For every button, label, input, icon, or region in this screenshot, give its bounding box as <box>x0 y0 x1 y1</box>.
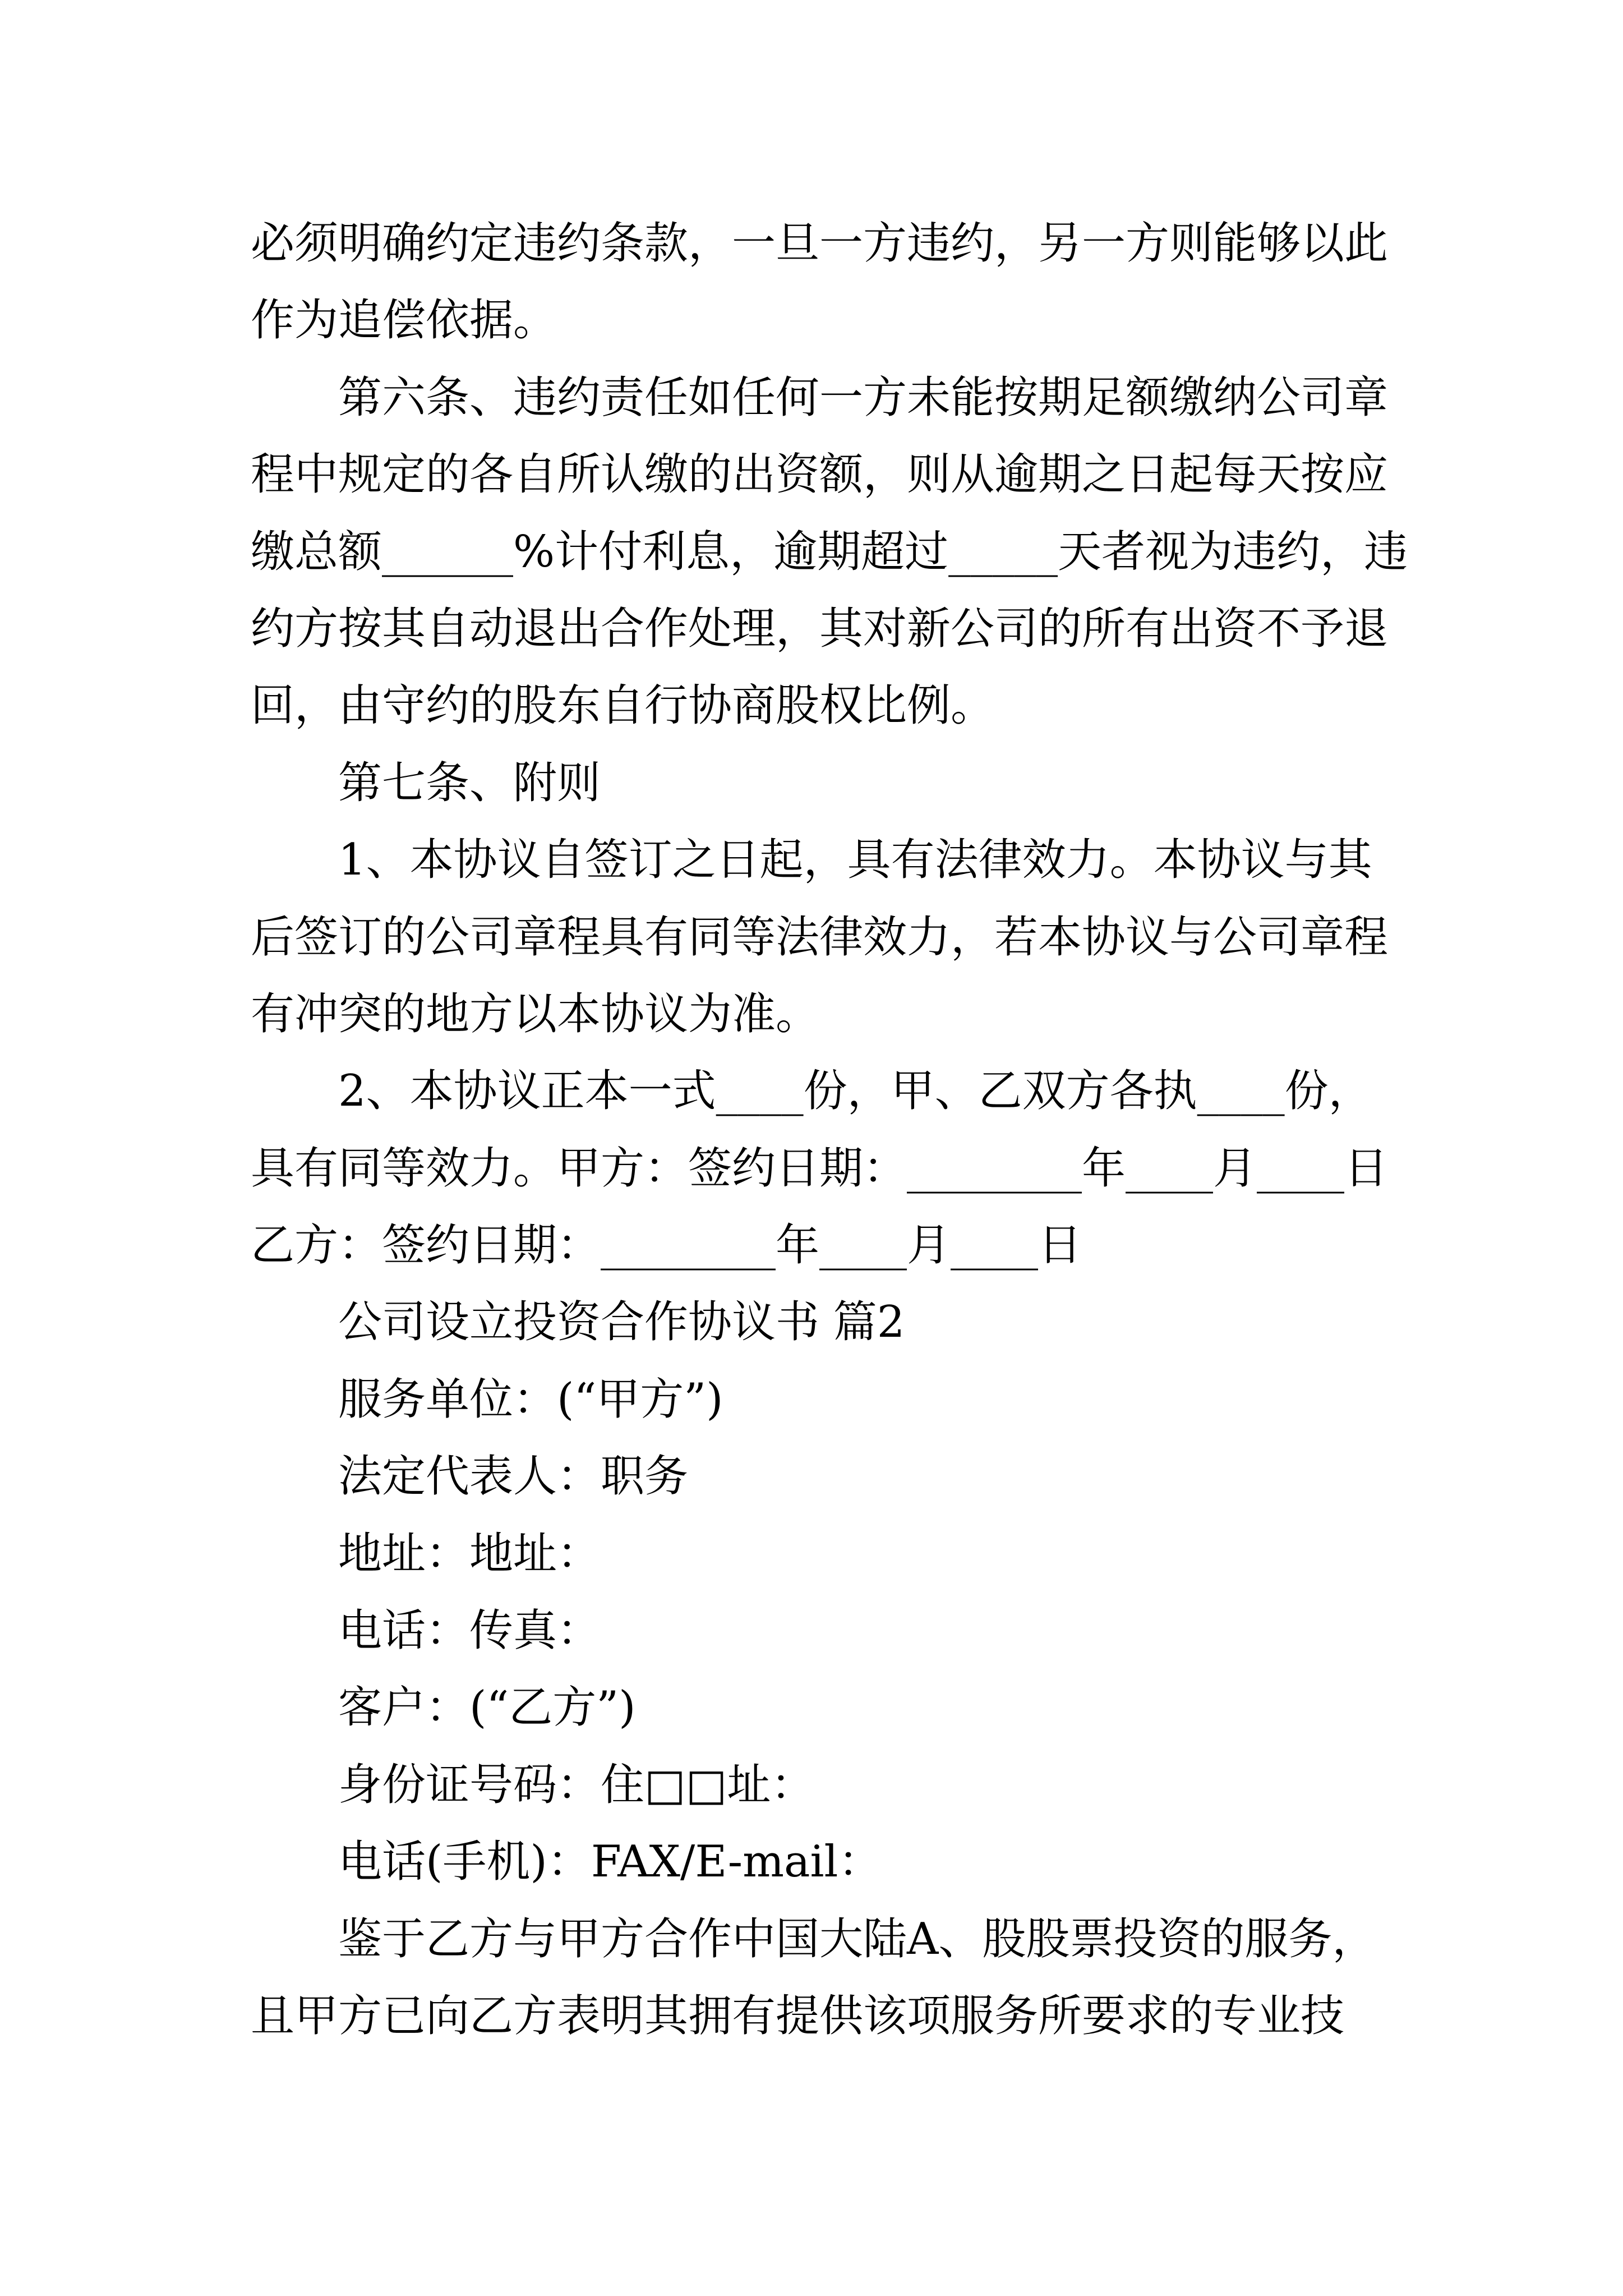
article-7-heading <box>251 745 1417 822</box>
field-line: 服务单位：(“甲方”) <box>338 1374 723 1425</box>
party-b-id <box>251 1747 1417 1824</box>
text-line: 约方按其自动退出合作处理，其对新公司的所有出资不予退 <box>251 603 1389 654</box>
party-a-representative <box>251 1438 1417 1515</box>
text-line: 程中规定的各自所认缴的出资额，则从逾期之日起每天按应 <box>251 449 1389 500</box>
text-line: 1、本协议自签订之日起，具有法律效力。本协议与其 <box>338 835 1372 886</box>
heading-line: 第七条、附则 <box>338 757 601 808</box>
field-line: 电话：传真： <box>338 1605 601 1657</box>
text-line: 回，由守约的股东自行协商股权比例。 <box>251 680 995 731</box>
field-line: 地址：地址： <box>338 1528 601 1579</box>
text-line: 缴总额______%计付利息，逾期超过_____天者视为违约，违 <box>251 526 1408 577</box>
field-line: 客户：(“乙方”) <box>338 1682 636 1733</box>
section-title <box>251 1284 1417 1361</box>
signature-date-line-party-a: 具有同等效力。甲方：签约日期：________年____月____日 <box>251 1143 1389 1194</box>
text-line: 且甲方已向乙方表明其拥有提供该项服务所要求的专业技 <box>251 1990 1345 2041</box>
party-a-unit <box>251 1361 1417 1438</box>
text-line: 鉴于乙方与甲方合作中国大陆A、股股票投资的服务， <box>338 1913 1376 1964</box>
text-line: 必须明确约定违约条款，一旦一方违约，另一方则能够以此 <box>251 218 1389 269</box>
document-body <box>251 205 1417 2055</box>
signature-date-line-party-b: 乙方：签约日期：________年____月____日 <box>251 1220 1082 1271</box>
text-line: 后签订的公司章程具有同等法律效力，若本协议与公司章程 <box>251 912 1389 963</box>
party-a-phone <box>251 1593 1417 1669</box>
text-line: 2、本协议正本一式____份，甲、乙双方各执____份， <box>338 1066 1372 1117</box>
paragraph-continuation <box>251 205 1417 360</box>
text-line: 有冲突的地方以本协议为准。 <box>251 988 820 1039</box>
field-line: 电话(手机)：FAX/E-mail： <box>338 1837 882 1888</box>
text-line: 作为追偿依据。 <box>251 295 557 346</box>
article-6-breach-liability <box>251 360 1417 745</box>
party-a-address <box>251 1516 1417 1593</box>
party-b-phone <box>251 1824 1417 1901</box>
section-title-line: 公司设立投资合作协议书 篇2 <box>338 1297 905 1348</box>
article-7-clause-2 <box>251 1053 1417 1284</box>
article-7-clause-1 <box>251 822 1417 1053</box>
text-line: 第六条、违约责任如任何一方未能按期足额缴纳公司章 <box>338 372 1389 423</box>
field-line: 法定代表人：职务 <box>338 1451 689 1502</box>
preamble <box>251 1901 1417 2055</box>
field-line: 身份证号码：住□□址： <box>338 1759 815 1810</box>
party-b-client <box>251 1669 1417 1746</box>
